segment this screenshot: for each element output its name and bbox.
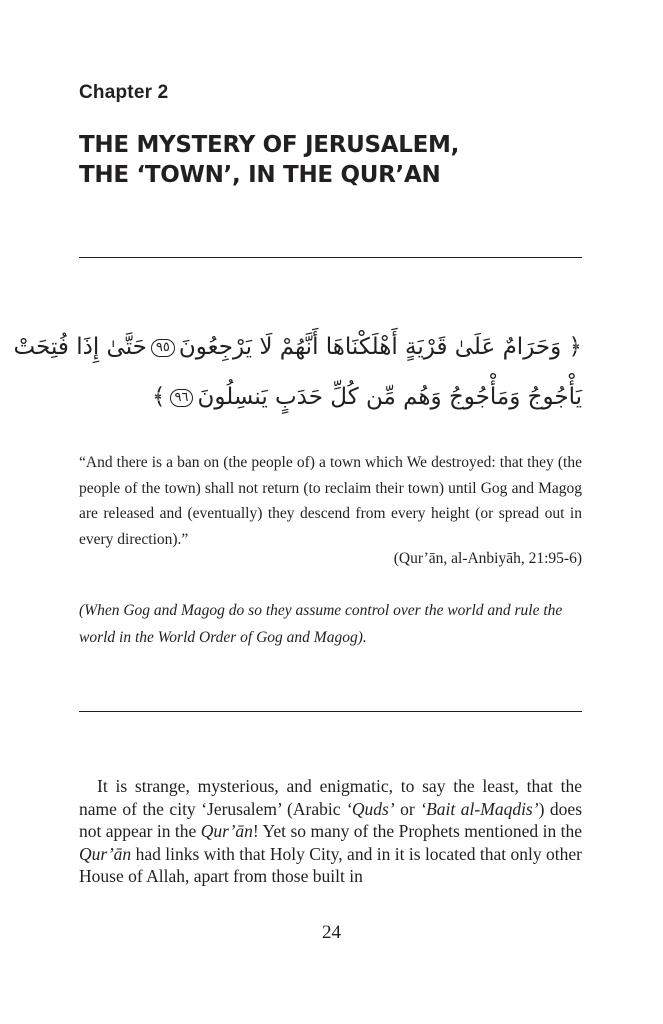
body-text-run: or bbox=[394, 798, 421, 819]
chapter-label: Chapter 2 bbox=[79, 82, 169, 103]
body-italic-term: ‘Bait al-Maqdis’ bbox=[420, 798, 539, 819]
body-text-run: ) does not appear in the bbox=[79, 798, 583, 841]
arabic-line-text: ﴿ وَحَرَامٌ عَلَىٰ قَرْيَةٍ أَهْلَكْنَاهَا أَنَّهُمْ لَا يَرْجِعُونَ bbox=[178, 334, 582, 360]
arabic-line bbox=[79, 372, 582, 422]
arabic-line-text: يَأْجُوجُ وَمَأْجُوجُ وَهُم مِّن كُلِّ حَدَبٍ يَنسِلُونَ bbox=[197, 384, 582, 410]
arabic-line-text: حَتَّىٰ إِذَا فُتِحَتْ bbox=[13, 334, 147, 360]
body-text-run: ! Yet so many of the Prophets mentioned in the bbox=[252, 821, 583, 841]
body-italic-term: Qur’ān bbox=[79, 843, 132, 864]
arabic-line-text: ﴾ bbox=[152, 384, 166, 410]
verse-number-marker: ٩٥ bbox=[151, 339, 175, 357]
epigraph-note: (When Gog and Magog do so they assume control over the world and rule the world in the World Order of Gog and Magog). bbox=[79, 602, 563, 646]
epigraph-translation: “And there is a ban on (the people of) a town which We destroyed: that they (the people of the town) shall not return (to reclaim their town) until Gog and Magog are released and (eventually) they descend from every height (or spread out in every direction).” bbox=[79, 454, 582, 548]
epigraph-citation: (Qur’ān, al-Anbiyāh, 21:95-6) bbox=[393, 550, 582, 567]
body-paragraph bbox=[79, 775, 582, 888]
page-number: 24 bbox=[322, 922, 341, 943]
body-italic-term: ‘Quds’ bbox=[346, 798, 395, 819]
chapter-title-line: THE MYSTERY OF JERUSALEM, bbox=[79, 132, 460, 158]
chapter-title bbox=[79, 130, 599, 190]
arabic-epigraph bbox=[13, 322, 582, 422]
body-italic-term: Qur’ān bbox=[200, 821, 253, 841]
body-text-run: It is strange, mysterious, and enigmatic, to say the least, that the name of the city ‘Jerusalem’ (Arabic bbox=[79, 776, 582, 819]
body-text-run: had links with that Holy City, and in it is located that only other House of Allah, apart from those built in bbox=[79, 843, 582, 886]
top-divider bbox=[79, 257, 582, 258]
bottom-divider bbox=[79, 711, 582, 712]
chapter-title-line: THE ‘TOWN’, IN THE QUR’AN bbox=[79, 162, 441, 188]
arabic-line bbox=[13, 322, 582, 372]
verse-number-marker: ٩٦ bbox=[170, 389, 194, 407]
